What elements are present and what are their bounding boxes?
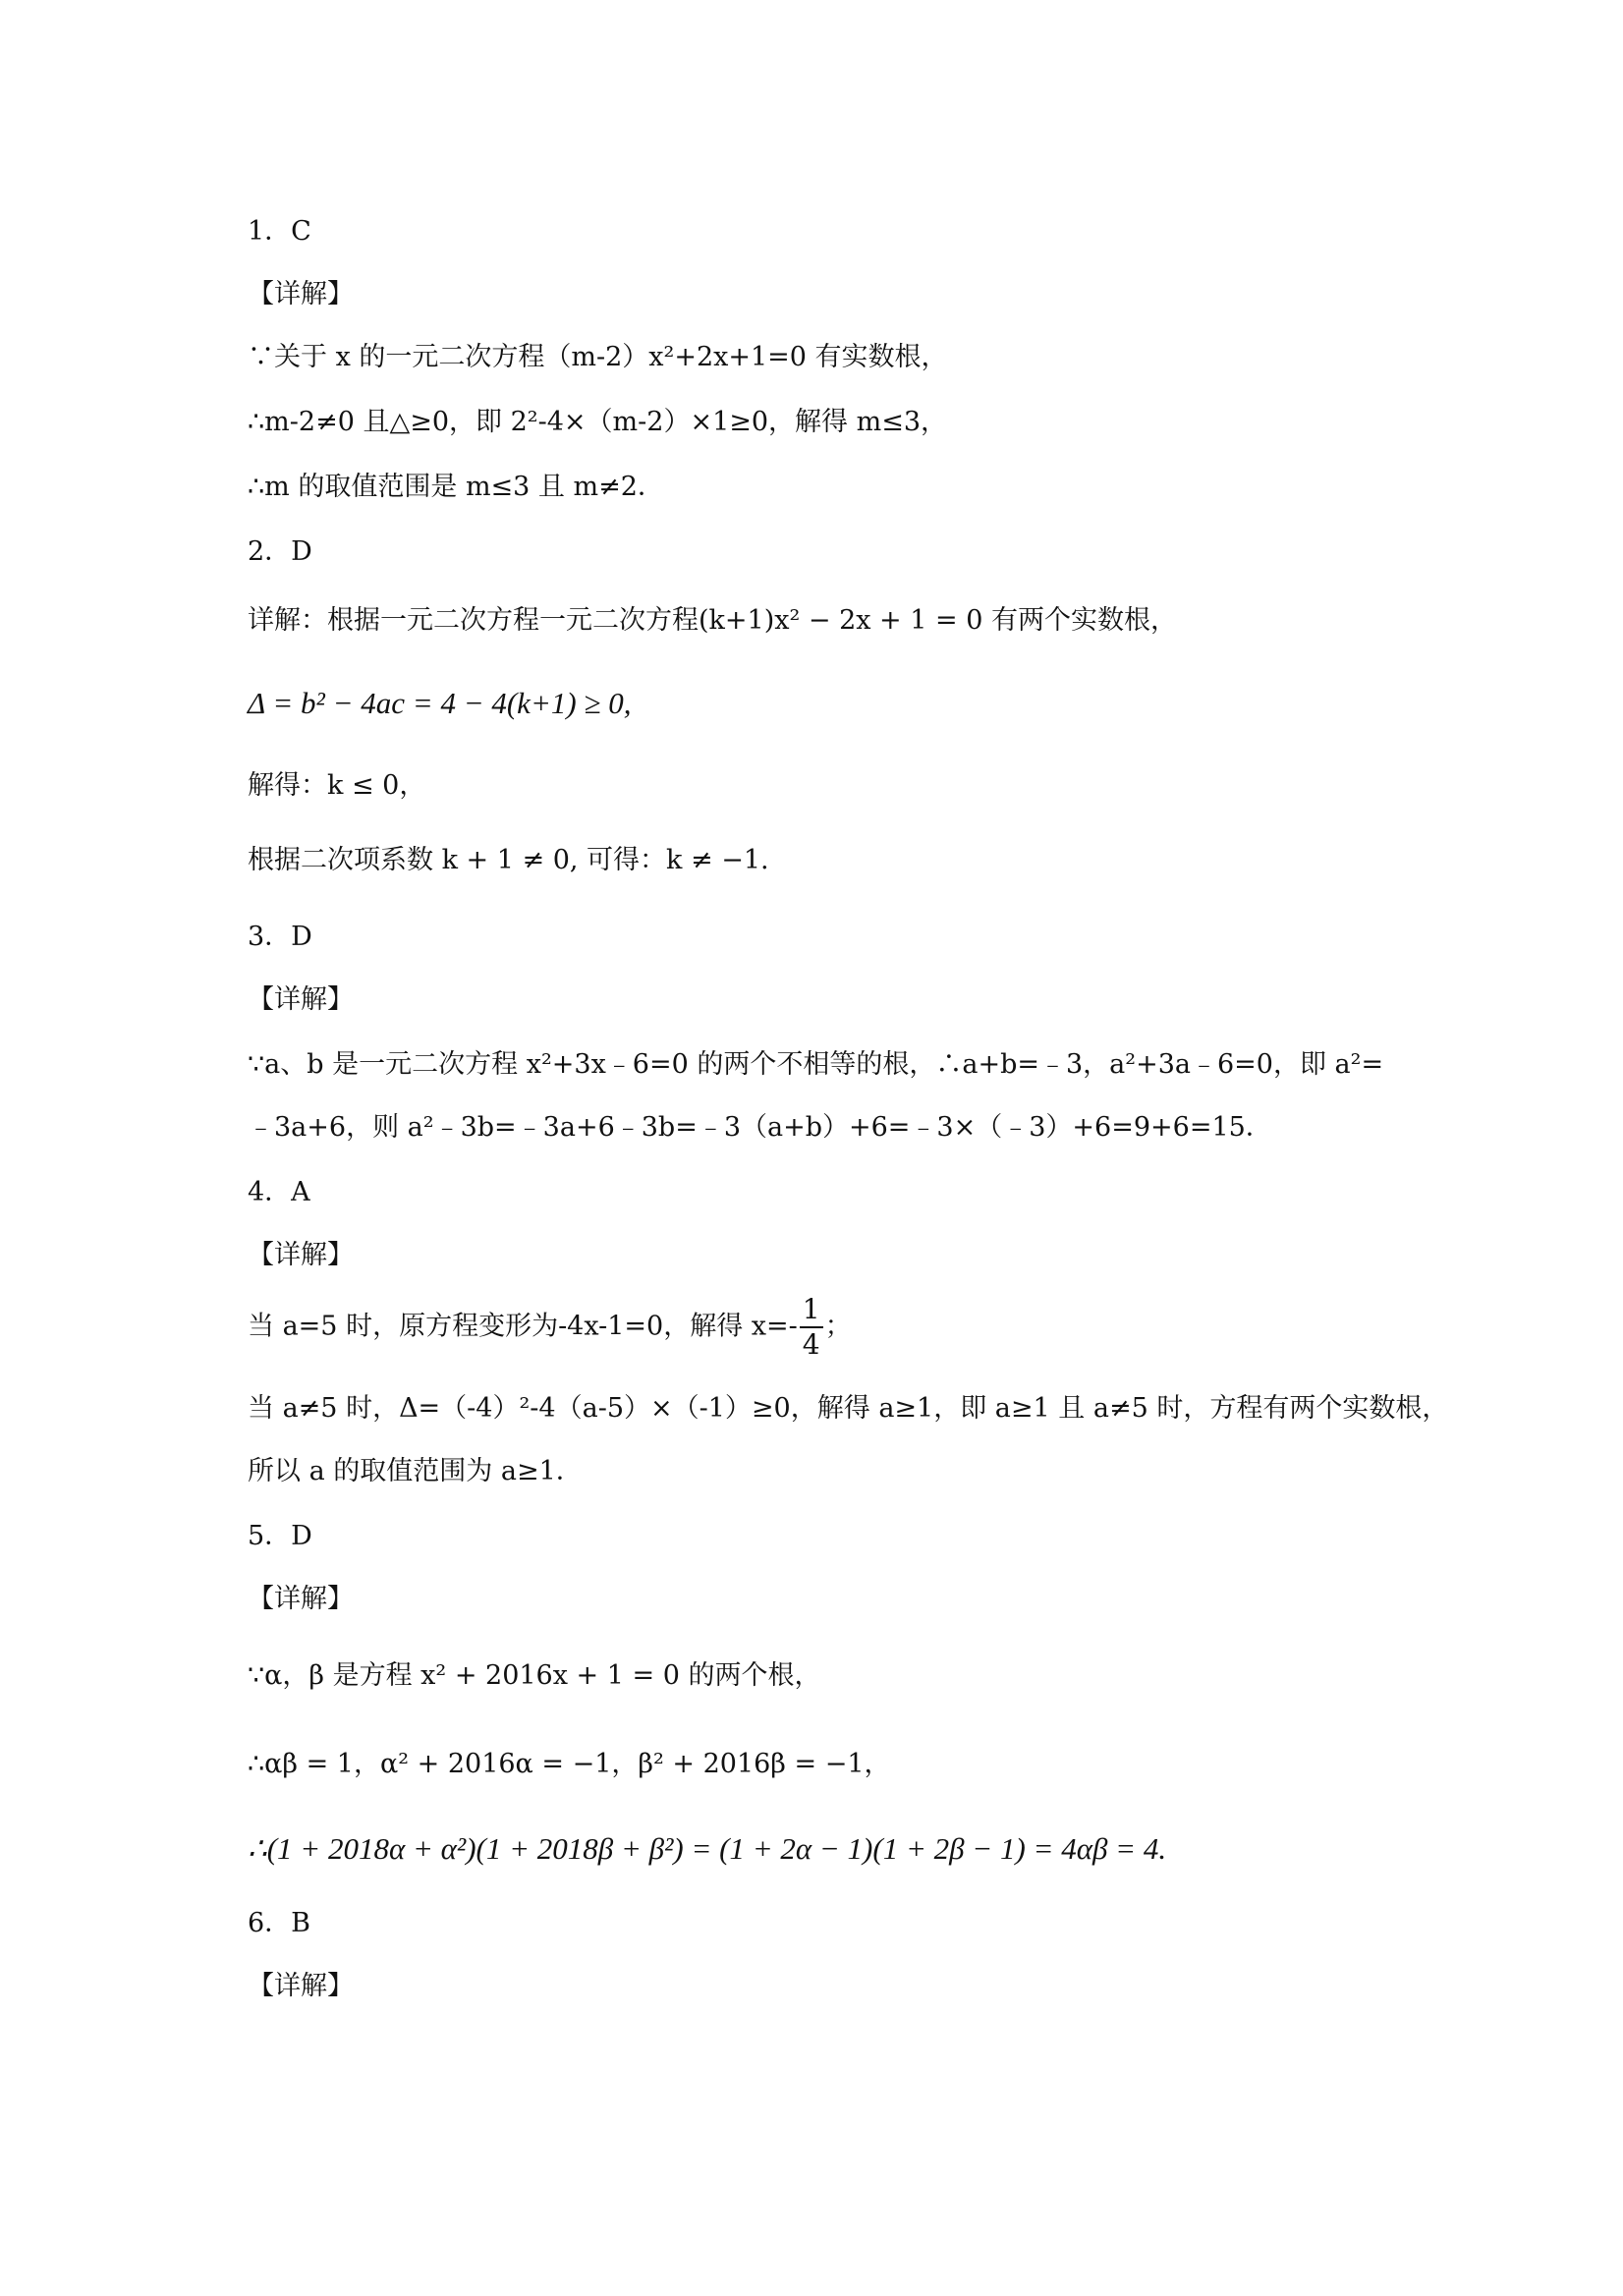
detail-tag-4: 【详解】 xyxy=(248,1240,354,1270)
answer-5: 5．D xyxy=(248,1521,312,1551)
answer-4: 4．A xyxy=(248,1177,310,1207)
answer-1: 1．C xyxy=(248,216,311,247)
solution-4-line-1-text: 当 a=5 时，原方程变形为-4x-1=0，解得 x=- xyxy=(248,1311,798,1342)
solution-2-line-3: 解得：k ≤ 0， xyxy=(248,770,426,801)
solution-1-line-1: ∵关于 x 的一元二次方程（m-2）x²+2x+1=0 有实数根， xyxy=(248,342,948,372)
answer-3: 3．D xyxy=(248,922,312,952)
detail-tag-1: 【详解】 xyxy=(248,279,354,309)
solution-5-line-2: ∴αβ = 1，α² + 2016α = −1，β² + 2016β = −1， xyxy=(248,1749,891,1779)
answer-6: 6．B xyxy=(248,1908,311,1938)
detail-tag-5: 【详解】 xyxy=(248,1584,354,1614)
solution-4-line-2: 当 a≠5 时，Δ=（-4）²-4（a-5）×（-1）≥0，解得 a≥1，即 a≥1 且 a≠5 时，方程有两个实数根， xyxy=(248,1393,1449,1424)
detail-tag-6: 【详解】 xyxy=(248,1971,354,2001)
solution-5-line-3: ∴(1 + 2018α + α²)(1 + 2018β + β²) = (1 + 2α − 1)(1 + 2β − 1) = 4αβ = 4. xyxy=(248,1831,1167,1866)
solution-1-line-3: ∴m 的取值范围是 m≤3 且 m≠2． xyxy=(248,472,664,502)
fraction-numerator: 1 xyxy=(800,1293,823,1328)
solution-1-line-2: ∴m-2≠0 且△≥0，即 2²-4×（m-2）×1≥0，解得 m≤3， xyxy=(248,407,948,437)
fraction-one-quarter xyxy=(800,1293,823,1362)
solution-2-line-4: 根据二次项系数 k + 1 ≠ 0, 可得：k ≠ −1. xyxy=(248,845,769,875)
answer-2: 2．D xyxy=(248,536,312,567)
solution-4-line-1-end: ； xyxy=(824,1311,852,1342)
solution-2-line-1: 详解：根据一元二次方程一元二次方程(k+1)x² − 2x + 1 = 0 有两个实数根， xyxy=(248,605,1177,636)
solution-2-line-2: Δ = b² − 4ac = 4 − 4(k+1) ≥ 0, xyxy=(248,686,632,720)
detail-tag-3: 【详解】 xyxy=(248,984,354,1015)
solution-3-paragraph: ∵a、b 是一元二次方程 x²+3x﹣6=0 的两个不相等的根，∴a+b=﹣3，a²+3a﹣6=0，即 a²=﹣3a+6，则 a²﹣3b=﹣3a+6﹣3b=﹣3（a+b）+6=﹣3×（﹣3）+6=9+6=15． xyxy=(248,1049,1384,1143)
solution-5-line-1: ∵α，β 是方程 x² + 2016x + 1 = 0 的两个根， xyxy=(248,1660,821,1691)
solution-4-line-1 xyxy=(248,1293,852,1362)
solution-4-line-3: 所以 a 的取值范围为 a≥1． xyxy=(248,1456,583,1486)
fraction-denominator: 4 xyxy=(802,1328,820,1361)
